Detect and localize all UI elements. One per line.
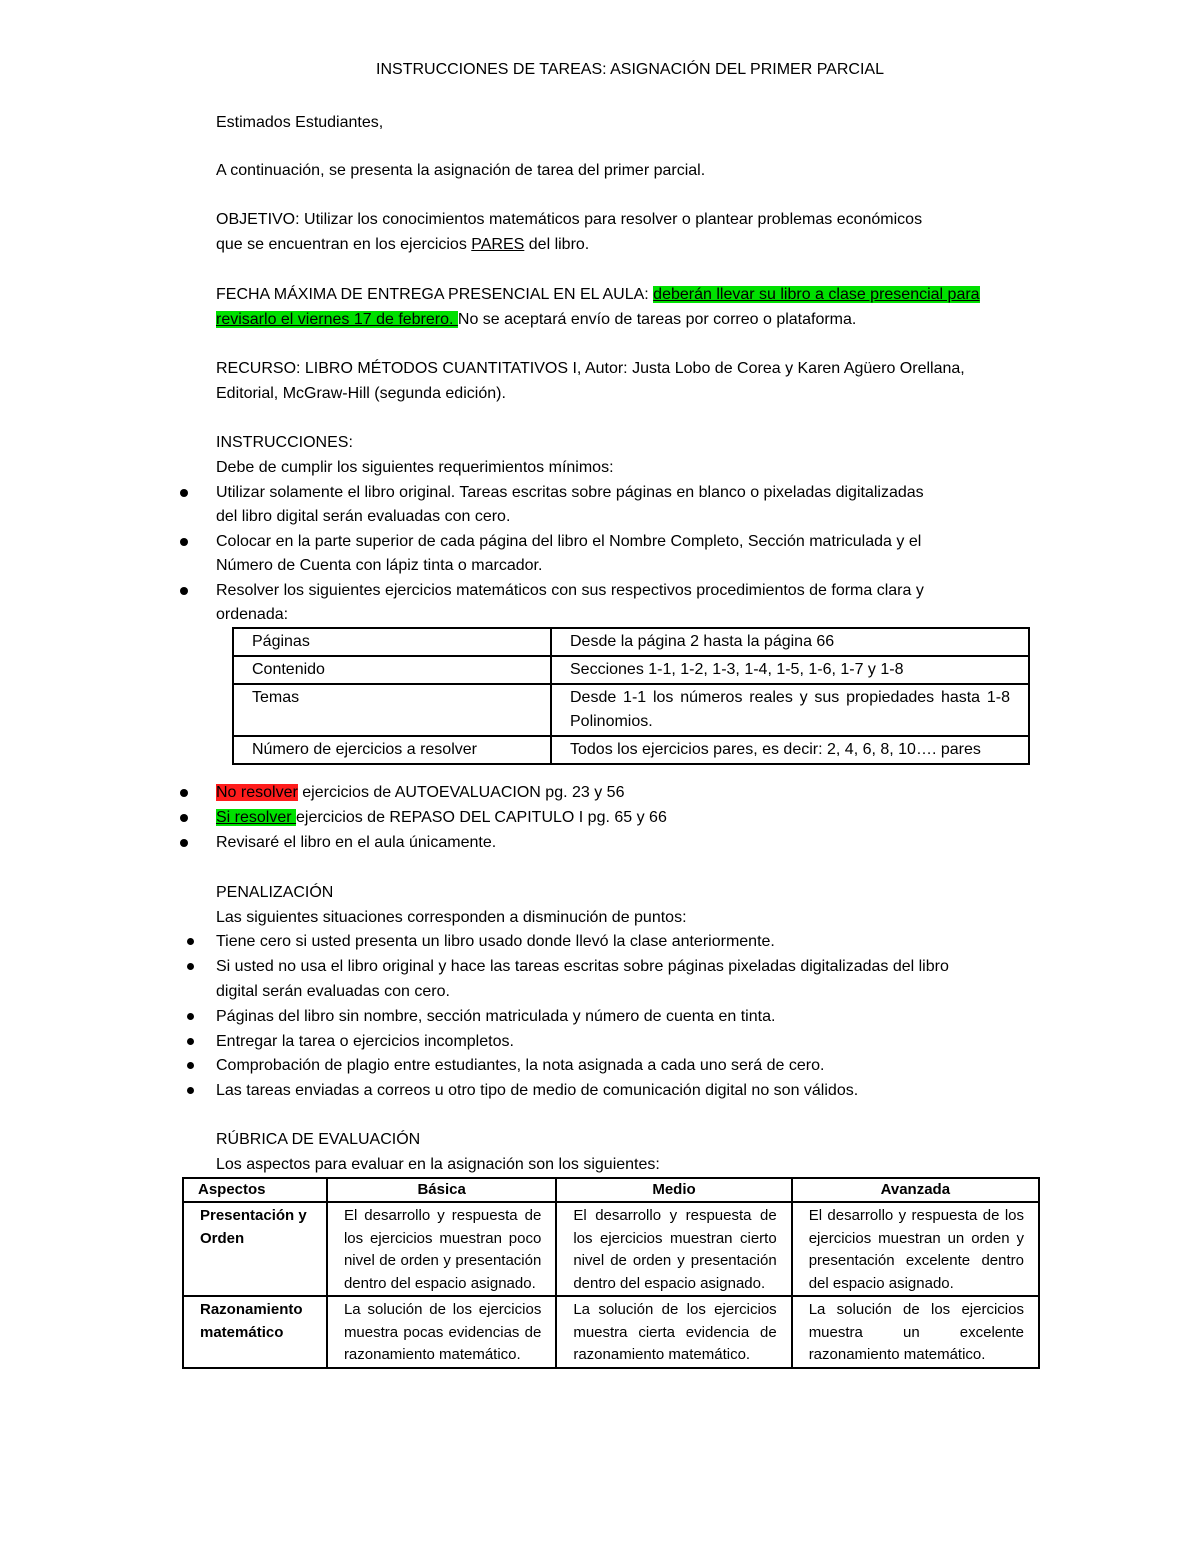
table-row bbox=[233, 736, 1029, 764]
penalizacion-item-1: Tiene cero si usted presenta un libro usado donde llevó la clase anteriormente. bbox=[216, 933, 775, 950]
si-resolver-highlight: Si resolver bbox=[216, 809, 297, 826]
bullet-icon bbox=[187, 1038, 194, 1045]
instruccion-3-line-1: Resolver los siguientes ejercicios matemáticos con sus respectivos procedimientos de forma clara y bbox=[216, 582, 924, 599]
rubric-basica: La solución de los ejercicios muestra pocas evidencias de razonamiento matemático. bbox=[327, 1296, 556, 1368]
rubric-medio: El desarrollo y respuesta de los ejercicios muestran cierto nivel de orden y presentación dentro del espacio asignado. bbox=[556, 1202, 791, 1296]
bullet-icon bbox=[180, 814, 188, 822]
instrucciones-heading: INSTRUCCIONES: bbox=[216, 434, 353, 451]
bullet-icon bbox=[187, 963, 194, 970]
penalizacion-heading: PENALIZACIÓN bbox=[216, 884, 334, 901]
table-cell-label: Temas bbox=[233, 684, 551, 736]
requirements-table bbox=[232, 627, 1030, 765]
intro-text: A continuación, se presenta la asignación de tarea del primer parcial. bbox=[216, 162, 706, 179]
instruccion-1-line-2: del libro digital serán evaluadas con cero. bbox=[216, 508, 511, 525]
no-resolver-line bbox=[216, 781, 624, 805]
table-cell-label: Contenido bbox=[233, 656, 551, 684]
rubric-avanzada: El desarrollo y respuesta de los ejercicios muestran un orden y presentación excelente dentro del espacio asignado. bbox=[792, 1202, 1039, 1296]
greeting: Estimados Estudiantes, bbox=[216, 114, 384, 131]
column-header-aspectos: Aspectos bbox=[183, 1178, 327, 1202]
table-row bbox=[183, 1296, 1039, 1368]
table-row bbox=[233, 628, 1029, 656]
table-row bbox=[183, 1202, 1039, 1296]
fecha-highlight-2: revisarlo el viernes 17 de febrero. bbox=[216, 311, 458, 328]
si-resolver-rest: ejercicios de REPASO DEL CAPITULO I pg. 65 y 66 bbox=[296, 809, 667, 826]
bullet-icon bbox=[180, 839, 188, 847]
table-cell-label: Páginas bbox=[233, 628, 551, 656]
penalizacion-item-4: Entregar la tarea o ejercicios incompletos. bbox=[216, 1033, 514, 1050]
column-header-medio: Medio bbox=[556, 1178, 791, 1202]
instruccion-2-line-2: Número de Cuenta con lápiz tinta o marcador. bbox=[216, 557, 543, 574]
objetivo-line-1: OBJETIVO: Utilizar los conocimientos matemáticos para resolver o plantear problemas económicos bbox=[216, 211, 923, 228]
bullet-icon bbox=[180, 489, 188, 497]
bullet-icon bbox=[180, 587, 188, 595]
bullet-icon bbox=[187, 1062, 194, 1069]
rubric-avanzada: La solución de los ejercicios muestra un excelente razonamiento matemático. bbox=[792, 1296, 1039, 1368]
table-row bbox=[233, 684, 1029, 736]
no-resolver-highlight: No resolver bbox=[216, 784, 298, 801]
recurso-line-2: Editorial, McGraw-Hill (segunda edición). bbox=[216, 385, 506, 402]
penalizacion-item-3: Páginas del libro sin nombre, sección matriculada y número de cuenta en tinta. bbox=[216, 1008, 776, 1025]
instruccion-1-line-1: Utilizar solamente el libro original. Tareas escritas sobre páginas en blanco o pixeladas digitalizadas bbox=[216, 484, 924, 501]
objetivo-text-end: del libro. bbox=[524, 236, 590, 253]
fecha-line-1 bbox=[216, 283, 980, 307]
fecha-label: FECHA MÁXIMA DE ENTREGA PRESENCIAL EN EL AULA: bbox=[216, 286, 654, 303]
recurso-line-1: RECURSO: LIBRO MÉTODOS CUANTITATIVOS I, Autor: Justa Lobo de Corea y Karen Agüero Orellana, bbox=[216, 360, 965, 377]
objetivo-line-2 bbox=[216, 233, 589, 257]
si-resolver-line bbox=[216, 806, 667, 830]
table-row bbox=[233, 656, 1029, 684]
penalizacion-item-5: Comprobación de plagio entre estudiantes, la nota asignada a cada uno será de cero. bbox=[216, 1057, 825, 1074]
rubric-medio: La solución de los ejercicios muestra cierta evidencia de razonamiento matemático. bbox=[556, 1296, 791, 1368]
penalizacion-item-2-line-1: Si usted no usa el libro original y hace las tareas escritas sobre páginas pixeladas digitalizadas del libro bbox=[216, 958, 949, 975]
rubric-aspect: Presentación y Orden bbox=[183, 1202, 327, 1296]
table-cell-value: Todos los ejercicios pares, es decir: 2, 4, 6, 8, 10…. pares bbox=[551, 736, 1029, 764]
rubrica-subheading: Los aspectos para evaluar en la asignación son los siguientes: bbox=[216, 1156, 660, 1173]
revisare-line: Revisaré el libro en el aula únicamente. bbox=[216, 834, 497, 851]
page-title: INSTRUCCIONES DE TAREAS: ASIGNACIÓN DEL PRIMER PARCIAL bbox=[376, 61, 884, 78]
bullet-icon bbox=[187, 1013, 194, 1020]
rubric-basica: El desarrollo y respuesta de los ejercicios muestran poco nivel de orden y presentación dentro del espacio asignado. bbox=[327, 1202, 556, 1296]
fecha-line-2 bbox=[216, 308, 856, 332]
table-cell-value: Secciones 1-1, 1-2, 1-3, 1-4, 1-5, 1-6, 1-7 y 1-8 bbox=[551, 656, 1029, 684]
column-header-basica: Básica bbox=[327, 1178, 556, 1202]
table-cell-label: Número de ejercicios a resolver bbox=[233, 736, 551, 764]
objetivo-text: que se encuentran en los ejercicios bbox=[216, 236, 472, 253]
instrucciones-subheading: Debe de cumplir los siguientes requerimientos mínimos: bbox=[216, 459, 614, 476]
pares-emphasis: PARES bbox=[471, 236, 525, 253]
penalizacion-item-2-line-2: digital serán evaluadas con cero. bbox=[216, 983, 450, 1000]
bullet-icon bbox=[187, 1087, 194, 1094]
no-resolver-rest: ejercicios de AUTOEVALUACION pg. 23 y 56 bbox=[297, 784, 625, 801]
table-header-row bbox=[183, 1178, 1039, 1202]
rubric-aspect: Razonamiento matemático bbox=[183, 1296, 327, 1368]
instruccion-2-line-1: Colocar en la parte superior de cada página del libro el Nombre Completo, Sección matriculada y el bbox=[216, 533, 922, 550]
rubrica-heading: RÚBRICA DE EVALUACIÓN bbox=[216, 1131, 421, 1148]
table-cell-value: Desde la página 2 hasta la página 66 bbox=[551, 628, 1029, 656]
table-cell-value: Desde 1-1 los números reales y sus propiedades hasta 1-8 Polinomios. bbox=[551, 684, 1029, 736]
instruccion-3-line-2: ordenada: bbox=[216, 606, 289, 623]
penalizacion-item-6: Las tareas enviadas a correos u otro tipo de medio de comunicación digital no son válidos. bbox=[216, 1082, 859, 1099]
fecha-highlight-1: deberán llevar su libro a clase presencial para bbox=[653, 286, 980, 303]
bullet-icon bbox=[187, 938, 194, 945]
bullet-icon bbox=[180, 538, 188, 546]
fecha-rest: No se aceptará envío de tareas por correo o plataforma. bbox=[457, 311, 857, 328]
rubric-table bbox=[182, 1177, 1040, 1369]
penalizacion-subheading: Las siguientes situaciones corresponden a disminución de puntos: bbox=[216, 909, 687, 926]
column-header-avanzada: Avanzada bbox=[792, 1178, 1039, 1202]
bullet-icon bbox=[180, 789, 188, 797]
